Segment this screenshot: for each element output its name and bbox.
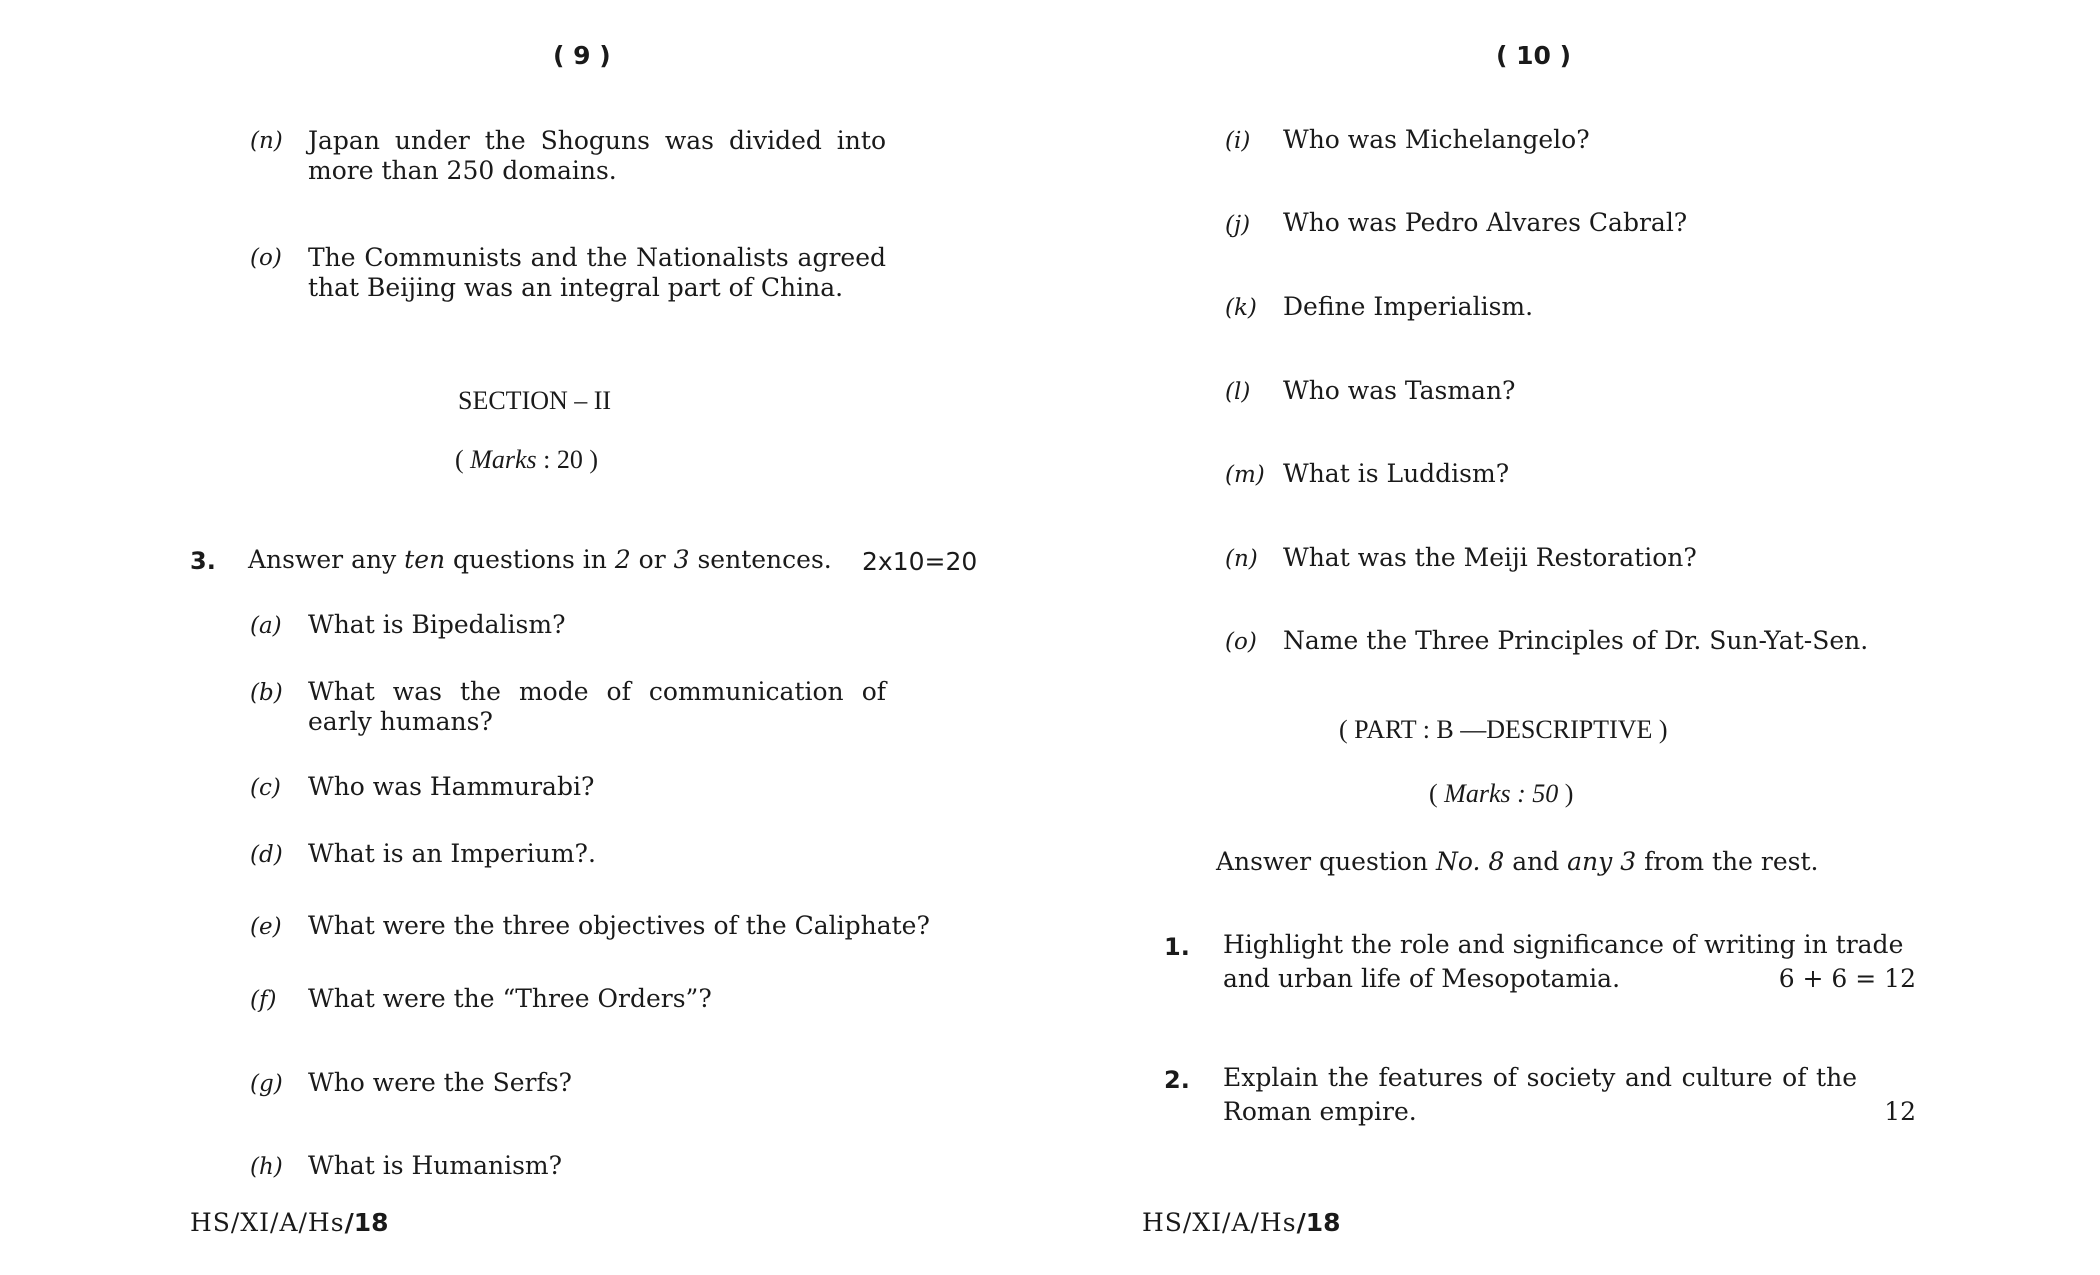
item-label-c: (c) [250,775,281,801]
item-label-d: (d) [250,842,283,868]
descriptive-question-1-line2: and urban life of Mesopotamia. [1223,964,1621,993]
page-number-right: ( 10 ) [1496,41,1572,70]
item-label-f: (f) [250,987,277,1013]
descriptive-question-2-line2: Roman empire. [1223,1097,1417,1126]
footer-right: HS/XI/A/Hs/18 [1142,1208,1341,1237]
section-title: SECTION – II [458,386,612,415]
item-text-f: What were the “Three Orders”? [308,984,712,1013]
item-text-o-right: Name the Three Principles of Dr. Sun-Yat-Sen. [1283,626,1869,655]
item-text-j: Who was Pedro Alvares Cabral? [1283,208,1688,237]
descriptive-question-1-marks: 6 + 6 = 12 [1778,964,1916,993]
item-text-n-left: Japan under the Shoguns was divided into more than 250 domains. [308,126,886,185]
descriptive-question-1-line1: Highlight the role and significance of writing in trade [1223,930,1904,959]
item-label-n-right: (n) [1225,546,1258,572]
item-text-c: Who was Hammurabi? [308,772,595,801]
item-text-k: Define Imperialism. [1283,292,1534,321]
item-label-g: (g) [250,1071,283,1097]
descriptive-question-1-number: 1. [1164,933,1190,961]
part-b-title: ( PART : B —DESCRIPTIVE ) [1339,715,1668,744]
item-text-m: What is Luddism? [1283,459,1510,488]
item-label-o-right: (o) [1225,629,1257,655]
page-number-left: ( 9 ) [553,41,611,70]
descriptive-question-2-marks: 12 [1884,1097,1916,1126]
item-label-o-left: (o) [250,245,282,271]
item-text-b: What was the mode of communication of early humans? [308,677,886,736]
item-text-g: Who were the Serfs? [308,1068,572,1097]
item-label-h: (h) [250,1154,283,1180]
footer-left: HS/XI/A/Hs/18 [190,1208,389,1237]
item-text-d: What is an Imperium?. [308,839,596,868]
item-text-l: Who was Tasman? [1283,376,1516,405]
item-text-a: What is Bipedalism? [308,610,566,639]
question-3-marks: 2x10=20 [862,547,978,576]
part-b-marks: ( Marks : 50 ) [1429,779,1574,808]
part-b-instruction: Answer question No. 8 and any 3 from the rest. [1216,847,1819,876]
question-3-text: Answer any ten questions in 2 or 3 sentences. [248,545,832,574]
item-text-o-left: The Communists and the Nationalists agreed that Beijing was an integral part of China. [308,243,886,302]
descriptive-question-2-line1: Explain the features of society and culture of the [1223,1063,1857,1092]
item-label-l: (l) [1225,379,1251,405]
item-text-e: What were the three objectives of the Caliphate? [308,911,930,940]
question-3-number: 3. [190,547,216,575]
descriptive-question-2-number: 2. [1164,1066,1190,1094]
item-label-b: (b) [250,680,283,706]
item-label-j: (j) [1225,212,1251,238]
item-text-n-right: What was the Meiji Restoration? [1283,543,1697,572]
item-label-m: (m) [1225,462,1265,488]
item-text-h: What is Humanism? [308,1151,563,1180]
section-marks: ( Marks : 20 ) [455,445,598,474]
item-label-i: (i) [1225,128,1251,154]
item-text-i: Who was Michelangelo? [1283,125,1590,154]
item-label-e: (e) [250,914,282,940]
item-label-a: (a) [250,613,282,639]
item-label-n-left: (n) [250,128,283,154]
item-label-k: (k) [1225,295,1257,321]
